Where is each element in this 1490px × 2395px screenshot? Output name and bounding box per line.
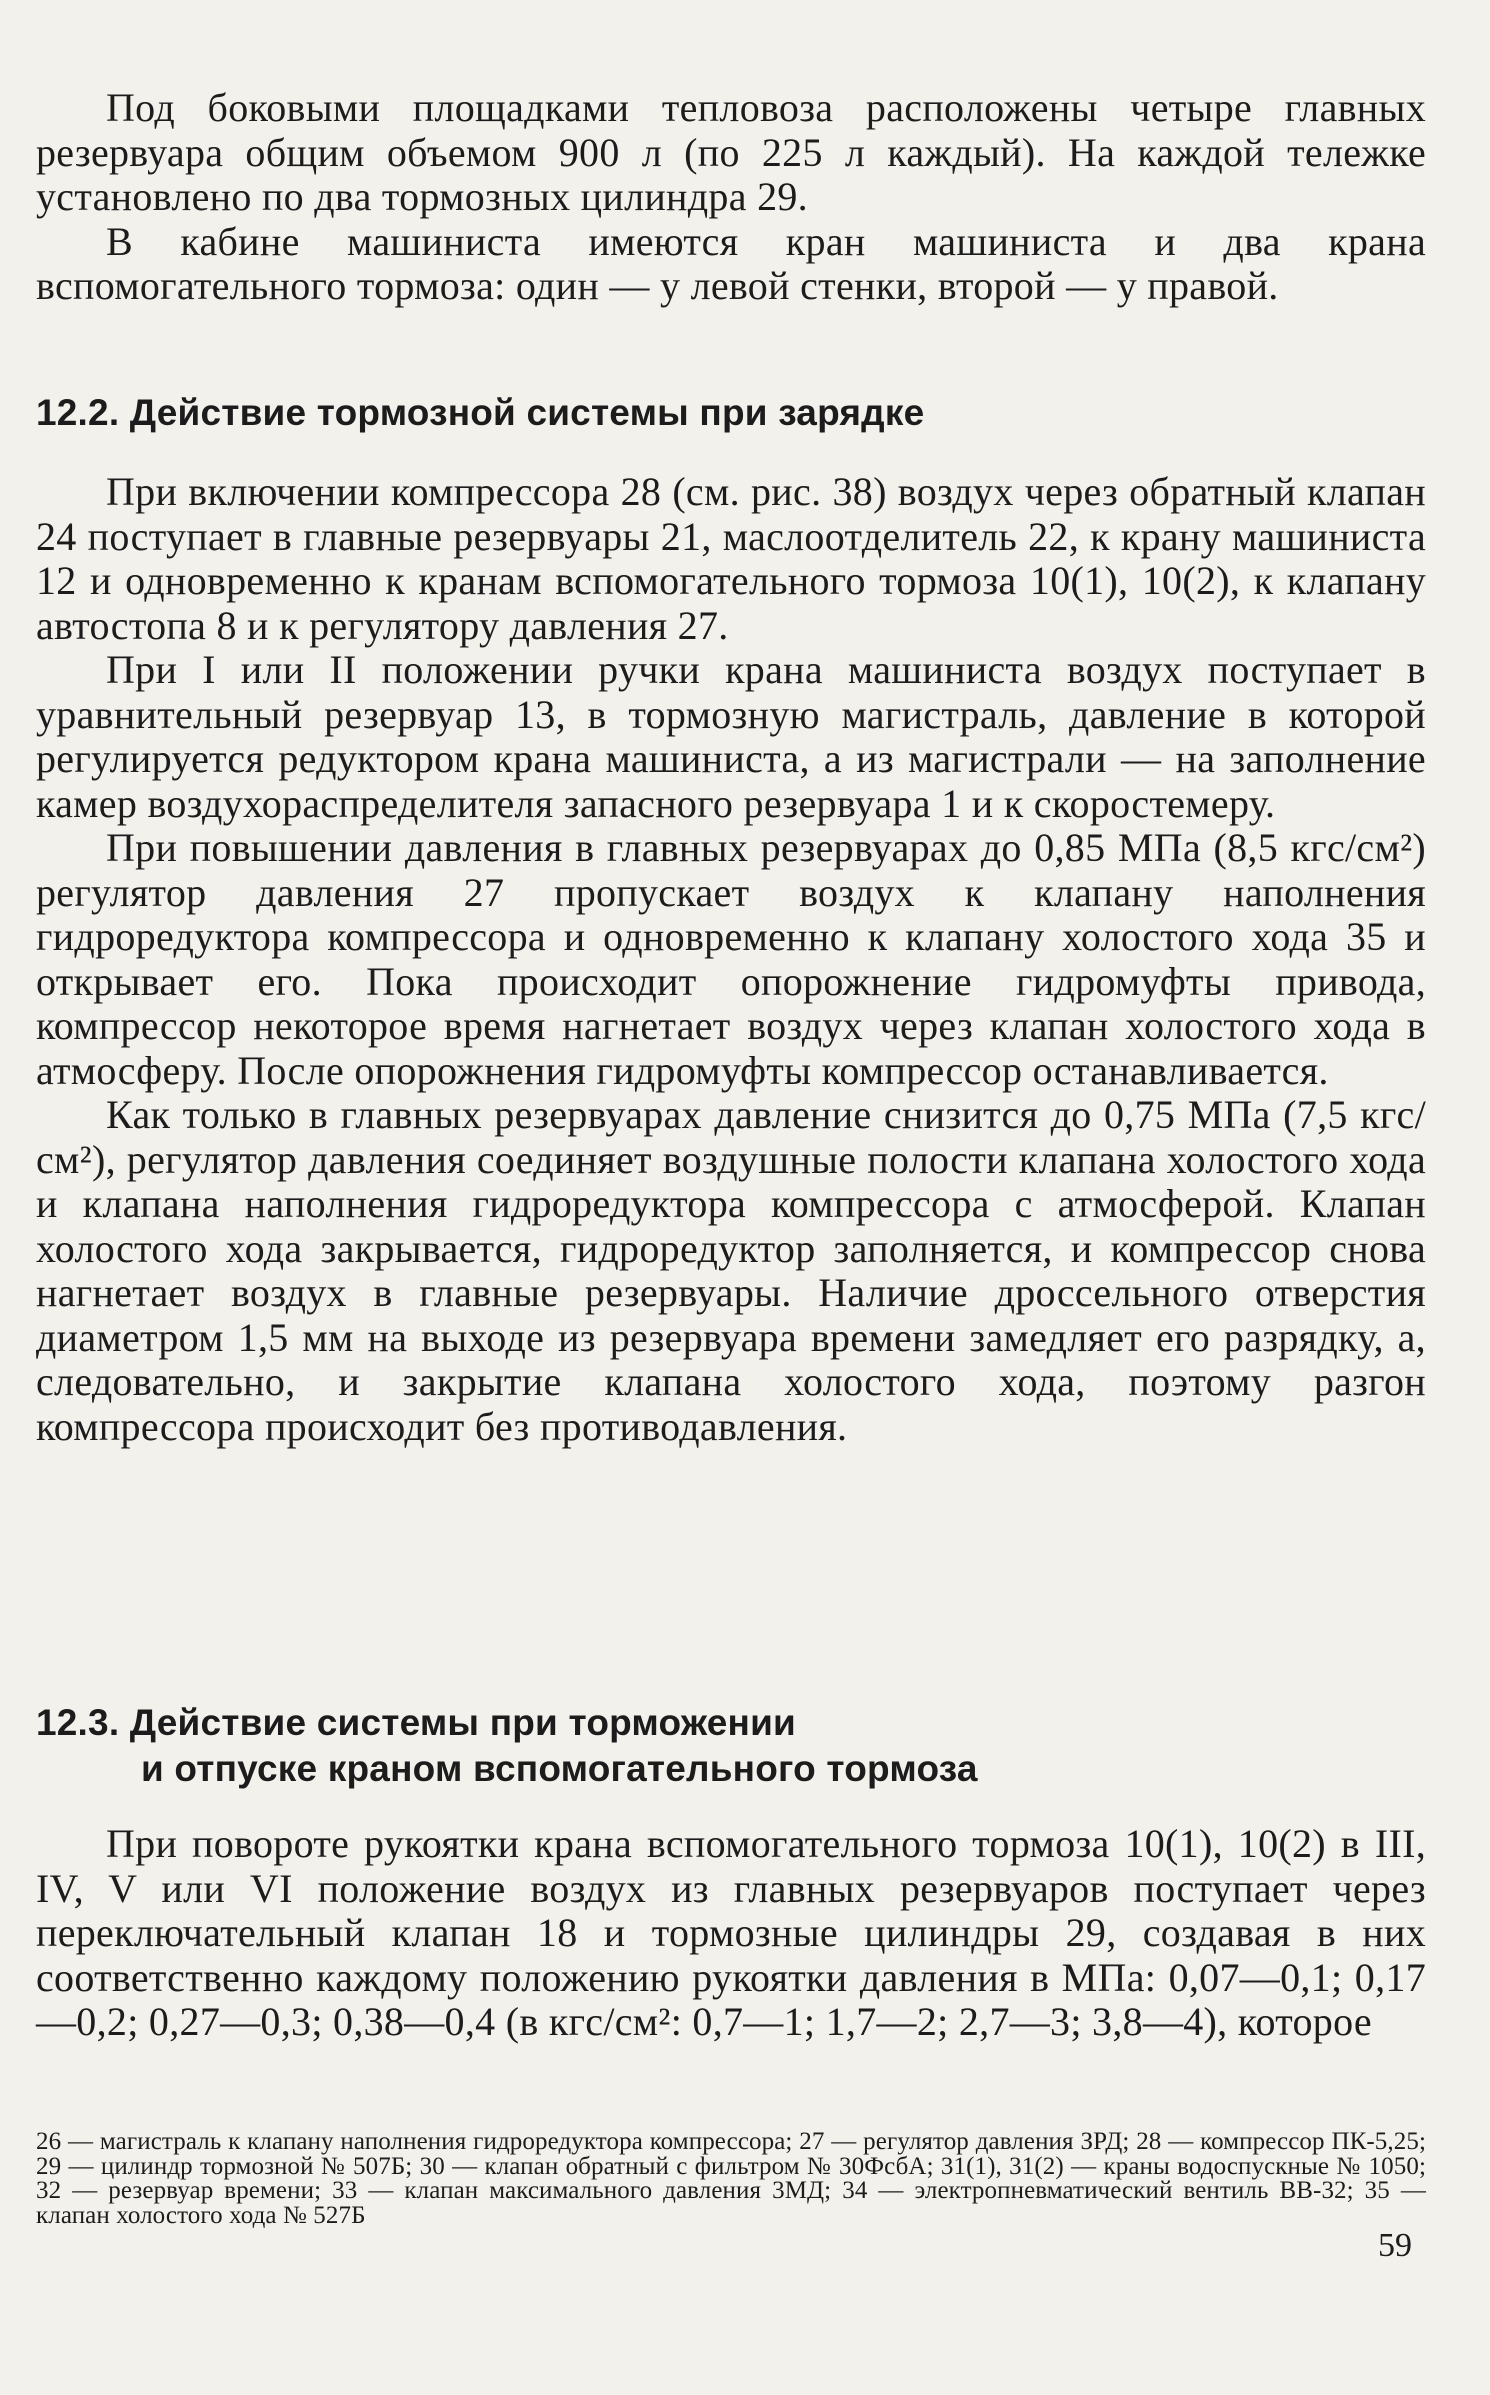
intro-block <box>36 86 1426 309</box>
section-heading <box>36 1700 1426 1792</box>
paragraph: В кабине машиниста имеются кран машиниста и два крана вспомогательного тормоза: один — у левой стенки, второй — у правой. <box>36 218 1426 308</box>
figure-legend-footnote <box>36 2130 1426 2228</box>
section-12-3 <box>36 1700 1426 2045</box>
heading-line-1: 12.3. Действие системы при торможении <box>36 1702 796 1743</box>
section-heading: 12.2. Действие тормозной системы при зарядке <box>36 392 925 433</box>
page-number: 59 <box>1378 2227 1412 2264</box>
paragraph: При включении компрессора 28 (см. рис. 38) воздух через обратный клапан 24 поступает в главные резервуары 21, маслоотделитель 22, к крану машиниста 12 и одновременно к кранам вспомогательного тормоза 10(1), 10(2), к клапану автостопа 8 и к регулятору давления 27. <box>36 469 1426 648</box>
paragraph: При повороте рукоятки крана вспомогательного тормоза 10(1), 10(2) в III, IV, V или VI положение воздух из главных резервуаров поступает через переключательный клапан 18 и тормозные цилиндры 29, создавая в них соответственно каждому положению рукоятки давления в МПа: 0,07—0,1; 0,17—0,2; 0,27—0,3; 0,38—0,4 (в кгс/см²: 0,7—1; 1,7—2; 2,7—3; 3,8—4), которое <box>36 1821 1426 2044</box>
footnote-text: 26 — магистраль к клапану наполнения гидроредуктора компрессора; 27 — регулятор давления ЗРД; 28 — компрессор ПК-5,25; 29 — цилиндр тормозной № 507Б; 30 — клапан обратный с фильтром № 30ФсбА; 31(1), 31(2) — краны водоспускные № 1050; 32 — резервуар времени; 33 — клапан максимального давления 3МД; 34 — электропневматический вентиль ВВ-32; 35 — клапан холостого хода № 527Б <box>36 2128 1426 2229</box>
paragraph: При I или II положении ручки крана машиниста воздух поступает в уравнительный резервуар 13, в тормозную магистраль, давление в которой регулируется редуктором крана машиниста, а из магистрали — на заполнение камер воздухораспределителя запасного резервуара 1 и к скоростемеру. <box>36 647 1426 826</box>
paragraph: Как только в главных резервуарах давление снизится до 0,75 МПа (7,5 кгс/см²), регулятор давления соединяет воздушные полости клапана холостого хода и клапана наполнения гидроредуктора компрессора с атмосферой. Клапан холостого хода закрывается, гидроредуктор заполняется, и компрессор снова нагнетает воздух в главные резервуары. Наличие дроссельного отверстия диаметром 1,5 мм на выходе из резервуара времени замедляет его разрядку, а, следовательно, и закрытие клапана холостого хода, поэтому разгон компрессора происходит без противодавления. <box>36 1092 1426 1449</box>
heading-line-2: и отпуске краном вспомогательного тормоза <box>141 1748 978 1789</box>
paragraph: При повышении давления в главных резервуарах до 0,85 МПа (8,5 кгс/см²) регулятор давления 27 пропускает воздух к клапану наполнения гидроредуктора компрессора и одновременно к клапану холостого хода 35 и открывает его. Пока происходит опорожнение гидромуфты привода, компрессор некоторое время нагнетает воздух через клапан холостого хода в атмосферу. После опорожнения гидромуфты компрессор останавливается. <box>36 825 1426 1093</box>
section-12-2 <box>36 390 1426 1449</box>
paragraph: Под боковыми площадками тепловоза расположены четыре главных резервуара общим объемом 900 л (по 225 л каждый). На каждой тележке установлено по два тормозных цилиндра 29. <box>36 85 1426 219</box>
